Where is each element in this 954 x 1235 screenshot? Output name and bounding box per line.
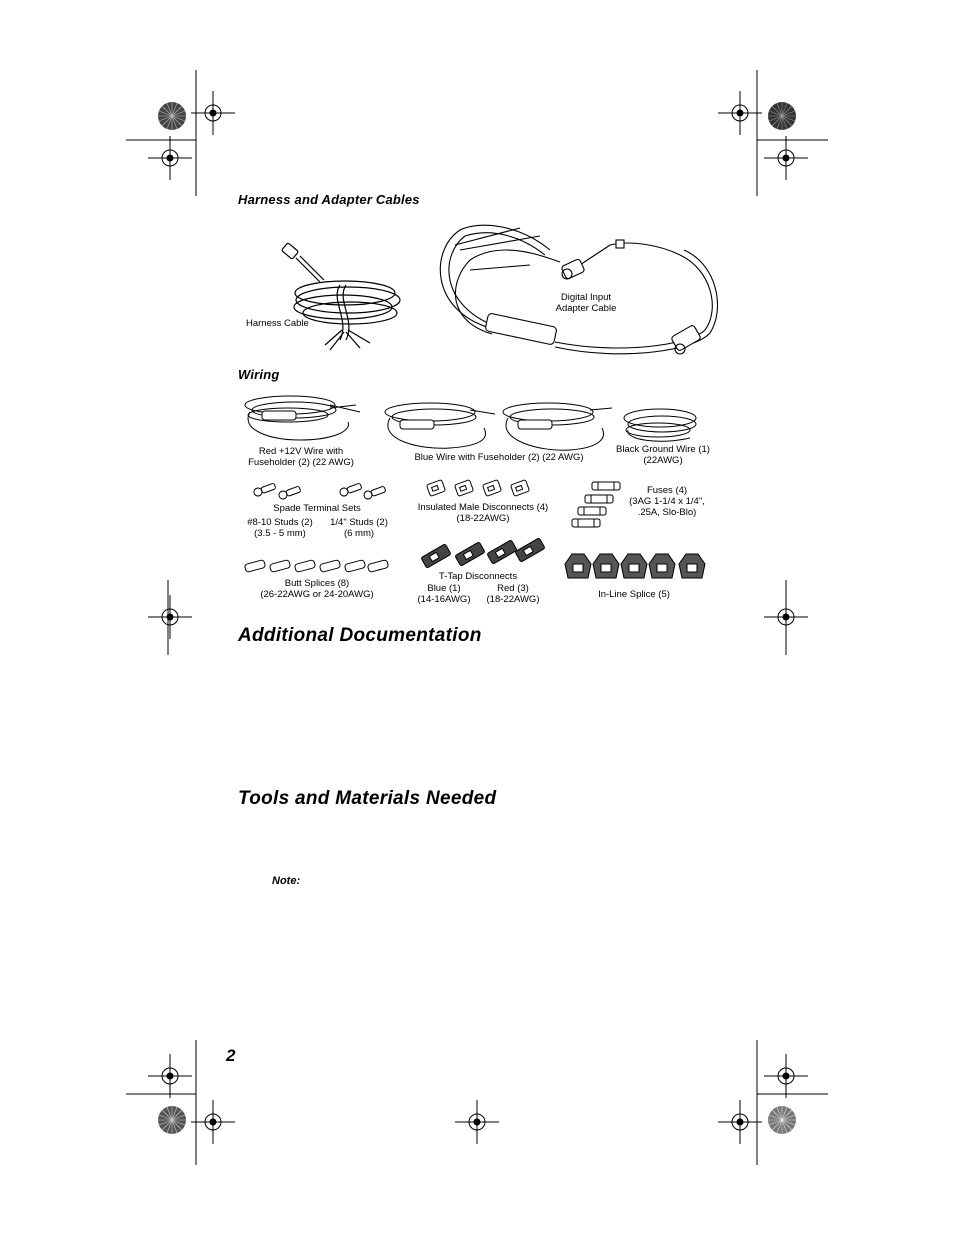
additional-docs-heading: Additional Documentation — [238, 625, 482, 646]
t-tap-blue-line1: Blue (1) — [427, 583, 461, 594]
blue-wire-label: Blue Wire with Fuseholder (2) (22 AWG) — [414, 452, 584, 463]
spade-terminals-illustration — [253, 482, 386, 500]
spade-b-line2: (6 mm) — [343, 528, 375, 539]
fuses-line2: (3AG 1-1/4 x 1/4", — [629, 496, 705, 507]
blue-wire-illustration-2 — [503, 403, 612, 450]
page-number: 2 — [226, 1046, 236, 1065]
t-tap-blue-line2: (14-16AWG) — [417, 594, 471, 605]
red-wire-line1: Red +12V Wire with — [258, 446, 344, 457]
black-wire-line2: (22AWG) — [643, 455, 683, 466]
t-tap-illustration — [421, 538, 545, 568]
t-tap-red-line1: Red (3) — [497, 583, 529, 594]
red-wire-label — [240, 446, 362, 468]
fuses-label — [622, 485, 712, 518]
black-wire-line1: Black Ground Wire (1) — [616, 444, 710, 455]
fuses-line3: .25A, Slo-Blo) — [637, 507, 697, 518]
adapter-label-line1: Digital Input — [560, 292, 612, 303]
t-tap-title: T-Tap Disconnects — [438, 571, 518, 582]
t-tap-red-label — [482, 583, 544, 605]
wiring-heading: Wiring — [238, 367, 280, 382]
adapter-label-line2: Adapter Cable — [555, 303, 617, 314]
male-disc-line2: (18-22AWG) — [456, 513, 510, 524]
butt-line2: (26-22AWG or 24-20AWG) — [260, 589, 374, 600]
butt-splices-label — [252, 578, 382, 600]
spade-a-label — [240, 517, 320, 539]
red-wire-line2: Fuseholder (2) (22 AWG) — [248, 457, 354, 468]
tools-heading: Tools and Materials Needed — [238, 788, 497, 809]
inline-splice-label: In-Line Splice (5) — [598, 589, 670, 600]
black-wire-label — [608, 444, 718, 466]
butt-line1: Butt Splices (8) — [284, 578, 350, 589]
male-disconnects-illustration — [426, 480, 529, 497]
black-wire-illustration — [624, 409, 696, 441]
spade-b-line1: 1/4" Studs (2) — [330, 517, 388, 528]
harness-heading: Harness and Adapter Cables — [238, 192, 420, 207]
adapter-cable-label — [546, 292, 626, 314]
male-disconnects-label — [412, 502, 554, 524]
fuses-illustration — [572, 482, 620, 527]
harness-cable-label: Harness Cable — [246, 318, 309, 329]
blue-wire-illustration-1 — [385, 403, 495, 448]
spade-a-line1: #8-10 Studs (2) — [247, 517, 313, 528]
note-label: Note: — [272, 875, 301, 887]
fuses-line1: Fuses (4) — [646, 485, 688, 496]
spade-a-line2: (3.5 - 5 mm) — [254, 528, 306, 539]
inline-splice-illustration — [565, 554, 705, 578]
butt-splices-illustration — [244, 560, 388, 573]
red-wire-illustration — [245, 396, 360, 440]
male-disc-line1: Insulated Male Disconnects (4) — [417, 502, 549, 513]
spade-title: Spade Terminal Sets — [273, 503, 361, 514]
spade-b-label — [324, 517, 394, 539]
t-tap-blue-label — [412, 583, 476, 605]
t-tap-red-line2: (18-22AWG) — [486, 594, 540, 605]
